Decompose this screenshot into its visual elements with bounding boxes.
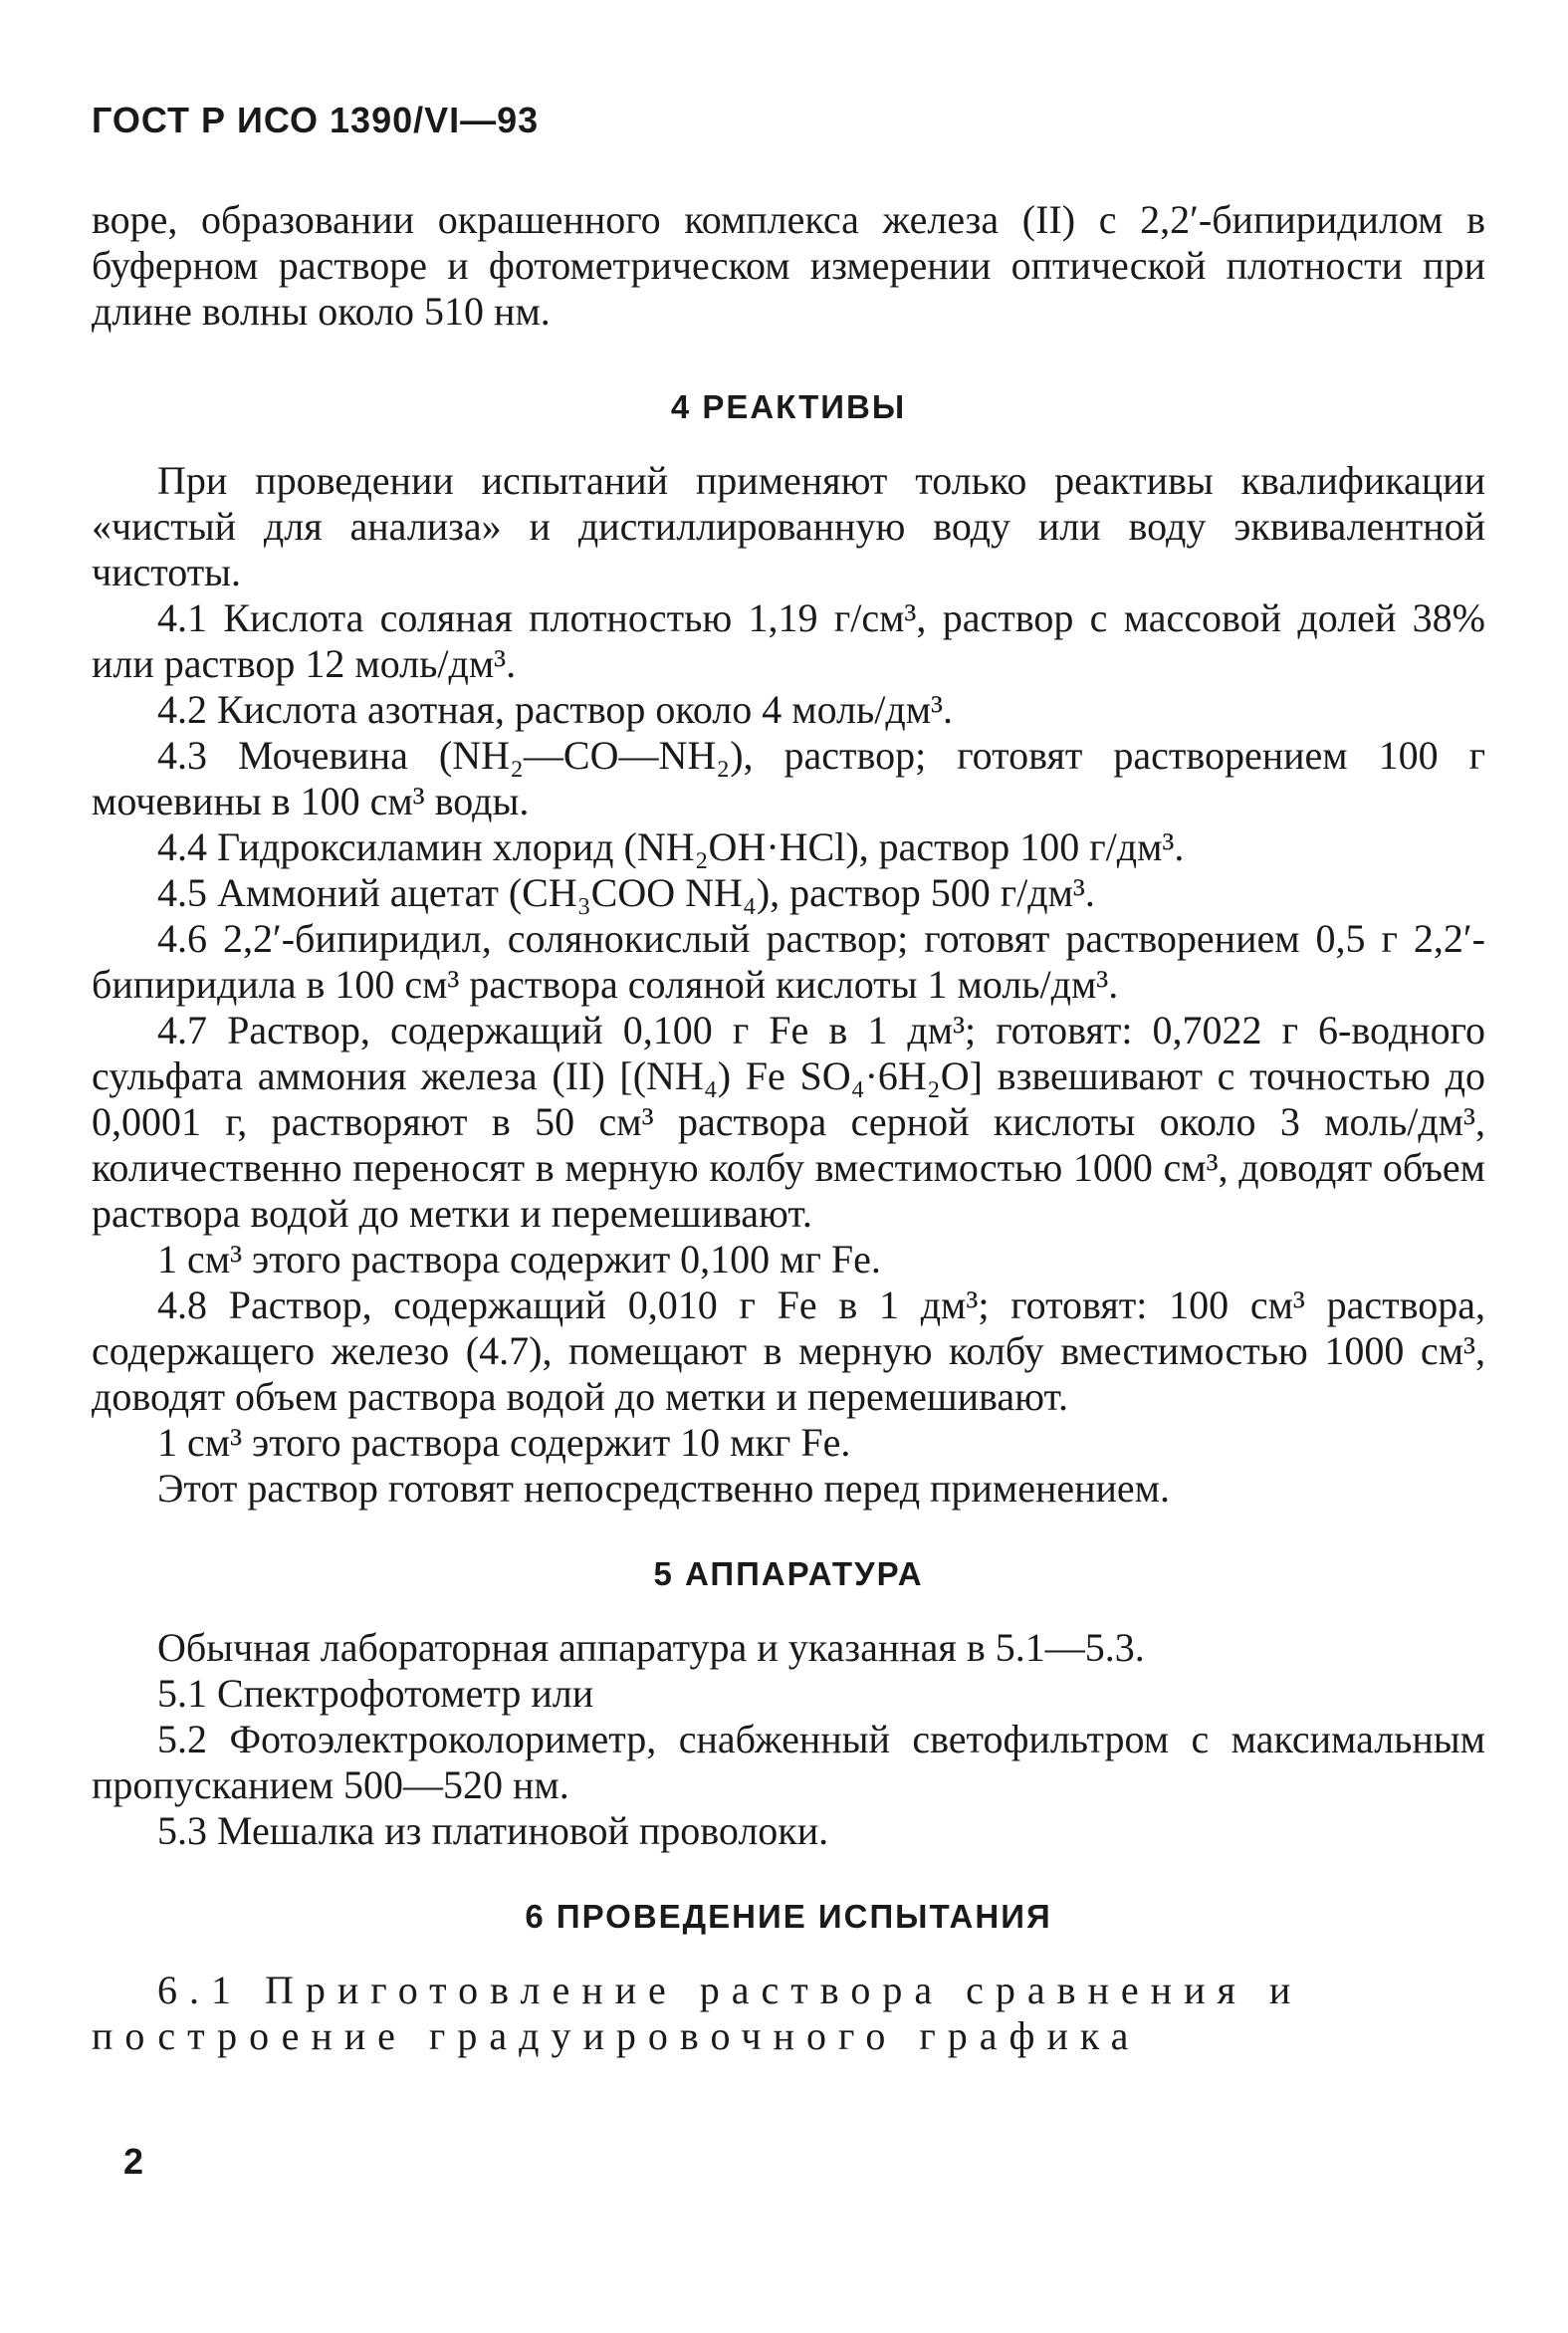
item-4-6: 4.6 2,2′-бипиридил, солянокислый раствор; готовят растворением 0,5 г 2,2′-бипиридила в 100 см³ раствора соляной кислоты 1 моль/дм³. [92, 916, 1485, 1007]
item-4-3: 4.3 Мочевина (NH₂—CO—NH₂), раствор; готовят растворением 100 г мочевины в 100 см³ воды. [92, 733, 1485, 823]
item-4-8: 4.8 Раствор, содержащий 0,010 г Fe в 1 дм³; готовят: 100 см³ раствора, содержащего железо (4.7), помещают в мерную колбу вместимостью 1000 см³, доводят объем раствора водой до метки и перемешивают. [92, 1283, 1485, 1419]
section-5-title: 5 АППАРАТУРА [653, 1555, 924, 1592]
item-4-4: 4.4 Гидроксиламин хлорид (NH₂OH·HCl), раствор 100 г/дм³. [157, 824, 1185, 869]
item-6-1: 6.1 Приготовление раствора сравнения и построение градуировочного графика [92, 1968, 1303, 2058]
item-5-1: 5.1 Спектрофотометр или [157, 1671, 594, 1716]
section-4-paragraph: При проведении испытаний применяют только реактивы квалификации «чистый для анализа» и дистиллированную воду или воду эквивалентной чистоты. [92, 458, 1485, 594]
item-4-1: 4.1 Кислота соляная плотностью 1,19 г/см³, раствор с массовой долей 38% или раствор 12 моль/дм³. [92, 595, 1485, 686]
intro-paragraph: воре, образовании окрашенного комплекса железа (II) с 2,2′-бипиридилом в буферном растворе и фотометрическом измерении оптической плотности при длине волны около 510 нм. [92, 197, 1485, 334]
item-4-8-note-2: Этот раствор готовят непосредственно перед применением. [157, 1466, 1170, 1511]
item-4-8-note: 1 см³ этого раствора содержит 10 мкг Fe. [157, 1420, 851, 1465]
page-number: 2 [123, 2141, 144, 2182]
section-4-title: 4 РЕАКТИВЫ [670, 388, 907, 425]
item-4-7-note: 1 см³ этого раствора содержит 0,100 мг Fe. [157, 1237, 881, 1282]
item-4-5: 4.5 Аммоний ацетат (CH₃COO NH₄), раствор 500 г/дм³. [157, 870, 1095, 915]
item-5-3: 5.3 Мешалка из платиновой проволоки. [157, 1808, 829, 1853]
running-header: ГОСТ Р ИСО 1390/VI—93 [92, 100, 540, 140]
document-body [92, 197, 1485, 2059]
item-4-2: 4.2 Кислота азотная, раствор около 4 моль/дм³. [157, 687, 954, 732]
section-6-title: 6 ПРОВЕДЕНИЕ ИСПЫТАНИЯ [525, 1898, 1052, 1935]
item-4-7: 4.7 Раствор, содержащий 0,100 г Fe в 1 дм³; готовят: 0,7022 г 6-водного сульфата аммония железа (II) [(NH₄) Fe SO₄·6H₂O] взвешивают с точностью до 0,0001 г, растворяют в 50 см³ раствора серной кислоты около 3 моль/дм³, количественно переносят в мерную колбу вместимостью 1000 см³, доводят объем раствора водой до метки и перемешивают. [92, 1008, 1485, 1236]
section-5-paragraph: Обычная лабораторная аппаратура и указанная в 5.1—5.3. [157, 1625, 1145, 1670]
item-5-2: 5.2 Фотоэлектроколориметр, снабженный светофильтром с максимальным пропусканием 500—520 нм. [92, 1717, 1485, 1807]
